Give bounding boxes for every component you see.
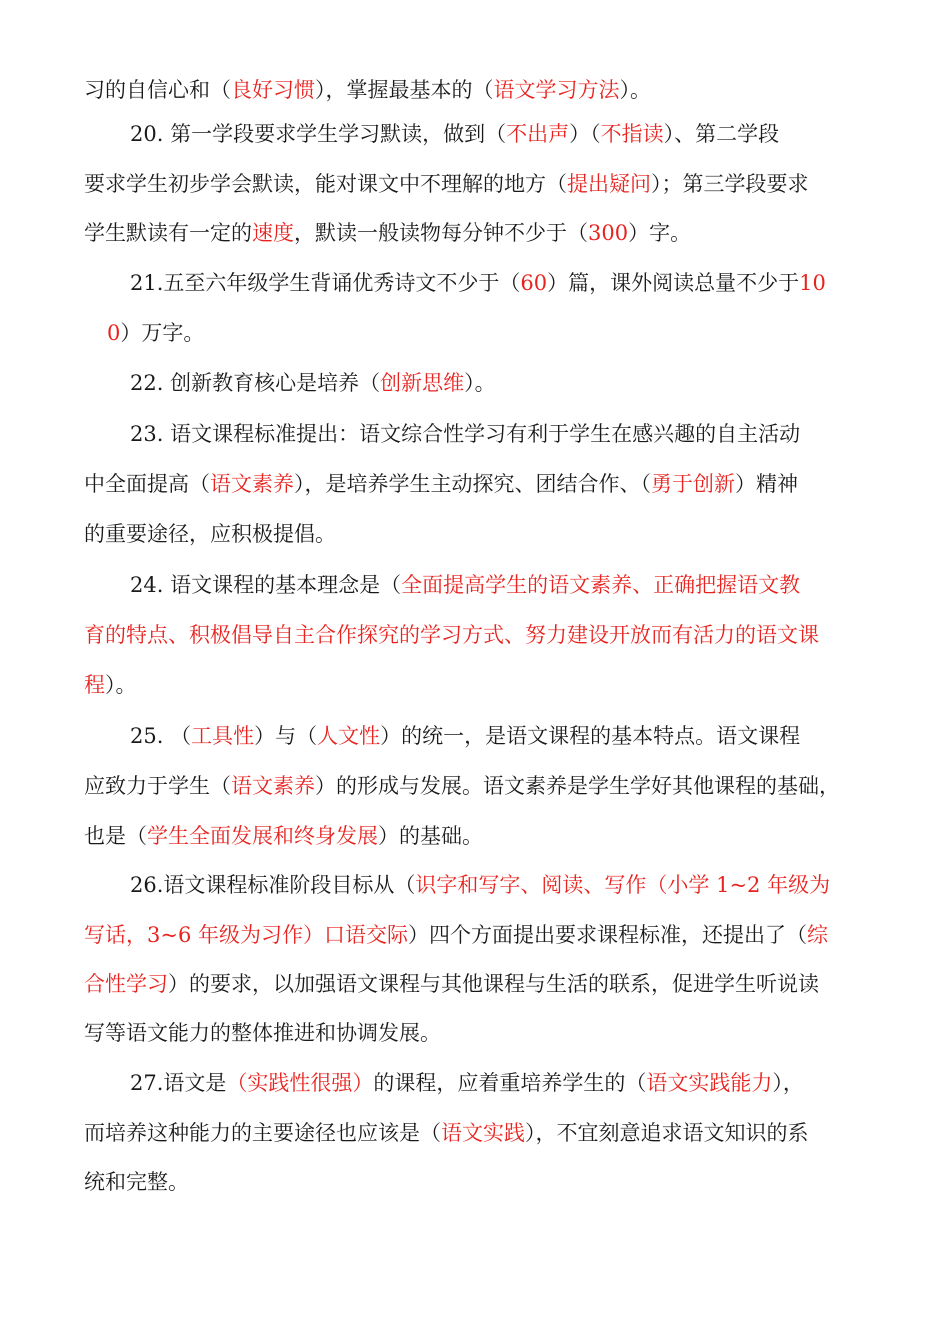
body-text: 习的自信心和（ xyxy=(84,78,231,102)
body-text: 而培养这种能力的主要途径也应该是（ xyxy=(84,1121,441,1145)
answer-text: 速度 xyxy=(252,221,294,245)
body-text: ）， xyxy=(772,1071,804,1095)
body-text: ）的要求，以加强语文课程与其他课程与生活的联系，促进学生听说读 xyxy=(168,972,819,996)
body-text: ）万字。 xyxy=(120,321,205,345)
answer-text: 人文性 xyxy=(317,724,381,748)
text-line xyxy=(84,1168,189,1196)
text-line xyxy=(84,921,828,949)
body-text: 的课程，应着重培养学生的（ xyxy=(373,1071,647,1095)
answer-text: 合性学习 xyxy=(84,972,168,996)
text-line xyxy=(130,120,779,148)
text-line xyxy=(84,1119,809,1147)
answer-text: 语文学习方法 xyxy=(493,78,620,102)
body-text: 学生默读有一定的 xyxy=(84,221,252,245)
answer-text: 工具性 xyxy=(191,724,255,748)
body-text: 22. 创新教育核心是培养（ xyxy=(130,371,381,395)
answer-text: 语文素养 xyxy=(210,472,294,496)
text-line xyxy=(84,219,691,247)
body-text: 写等语文能力的整体推进和协调发展。 xyxy=(84,1021,441,1045)
text-line xyxy=(84,671,137,699)
text-line xyxy=(84,470,798,498)
body-text: ）与（ xyxy=(254,724,318,748)
body-text: ）。 xyxy=(105,673,137,697)
body-text: ）字。 xyxy=(628,221,692,245)
answer-text: 60 xyxy=(520,271,548,295)
text-line xyxy=(130,871,830,899)
body-text: ）精神 xyxy=(735,472,798,496)
body-text: 21.五至六年级学生背诵优秀诗文不少于（ xyxy=(130,271,521,295)
text-line xyxy=(84,170,809,198)
answer-text: 全面提高学生的语文素养、正确把握语文教 xyxy=(401,573,801,597)
body-text: 20. 第一学段要求学生学习默读，做到（ xyxy=(130,122,507,146)
answer-text: 提出疑问 xyxy=(567,172,651,196)
answer-text: 程 xyxy=(84,673,105,697)
text-line xyxy=(84,822,483,850)
answer-text: 10 xyxy=(799,271,826,295)
body-text: 要求学生初步学会默读，能对课文中不理解的地方（ xyxy=(84,172,567,196)
answer-text: 不出声 xyxy=(506,122,570,146)
body-text: 23. 语文课程标准提出：语文综合性学习有利于学生在感兴趣的自主活动 xyxy=(130,422,801,446)
body-text: ）。 xyxy=(464,371,496,395)
body-text: 也是（ xyxy=(84,824,147,848)
body-text: 27.语文是 xyxy=(130,1071,227,1095)
body-text: 25. （ xyxy=(130,724,192,748)
answer-text: 不指读 xyxy=(600,122,664,146)
answer-text: 0 xyxy=(107,321,121,345)
text-line xyxy=(130,420,800,448)
text-line xyxy=(84,970,819,998)
body-text: ），不宜刻意追求语文知识的系 xyxy=(525,1121,809,1145)
body-text: 24. 语文课程的基本理念是（ xyxy=(130,573,402,597)
text-line xyxy=(84,1019,441,1047)
text-line xyxy=(130,1069,804,1097)
body-text: ）的统一，是语文课程的基本特点。语文课程 xyxy=(380,724,801,748)
answer-text: 综 xyxy=(807,923,828,947)
body-text: ）四个方面提出要求课程标准，还提出了（ xyxy=(408,923,807,947)
text-line xyxy=(84,772,840,800)
body-text: ）篇，课外阅读总量不少于 xyxy=(547,271,800,295)
answer-text: 学生全面发展和终身发展 xyxy=(147,824,378,848)
body-text: ）。 xyxy=(619,78,651,102)
body-text: ，默读一般读物每分钟不少于（ xyxy=(294,221,588,245)
answer-text: 勇于创新 xyxy=(651,472,735,496)
body-text: ）的形成与发展。语文素养是学生学好其他课程的基础， xyxy=(315,774,840,798)
body-text: ），掌握最基本的（ xyxy=(315,78,494,102)
body-text: 中全面提高（ xyxy=(84,472,210,496)
text-line xyxy=(84,621,819,649)
text-line xyxy=(130,369,496,397)
answer-text: 语文实践 xyxy=(441,1121,525,1145)
body-text: 应致力于学生（ xyxy=(84,774,231,798)
answer-text: 育的特点、积极倡导自主合作探究的学习方式、努力建设开放而有活力的语文课 xyxy=(84,623,819,647)
body-text: 的重要途径，应积极提倡。 xyxy=(84,522,336,546)
body-text: 统和完整。 xyxy=(84,1170,189,1194)
body-text: 26.语文课程标准阶段目标从（ xyxy=(130,873,416,897)
text-line xyxy=(84,520,336,548)
text-line xyxy=(130,571,800,599)
body-text: ）的基础。 xyxy=(378,824,483,848)
text-line xyxy=(84,76,651,104)
body-text: ），是培养学生主动探究、团结合作、（ xyxy=(294,472,651,496)
body-text: ）；第三学段要求 xyxy=(651,172,809,196)
answer-text: （实践性很强） xyxy=(226,1071,374,1095)
answer-text: 语文素养 xyxy=(231,774,315,798)
answer-text: 识字和写字、阅读、写作（小学 1~2 年级为 xyxy=(415,873,831,897)
text-line xyxy=(130,722,800,750)
text-line xyxy=(107,319,204,347)
text-line xyxy=(130,269,826,297)
answer-text: 创新思维 xyxy=(380,371,465,395)
body-text: ）（ xyxy=(569,122,601,146)
answer-text: 良好习惯 xyxy=(231,78,315,102)
answer-text: 写话，3~6 年级为习作）口语交际 xyxy=(84,923,408,947)
body-text: ）、第二学段 xyxy=(663,122,780,146)
answer-text: 语文实践能力 xyxy=(646,1071,773,1095)
answer-text: 300 xyxy=(588,221,629,245)
